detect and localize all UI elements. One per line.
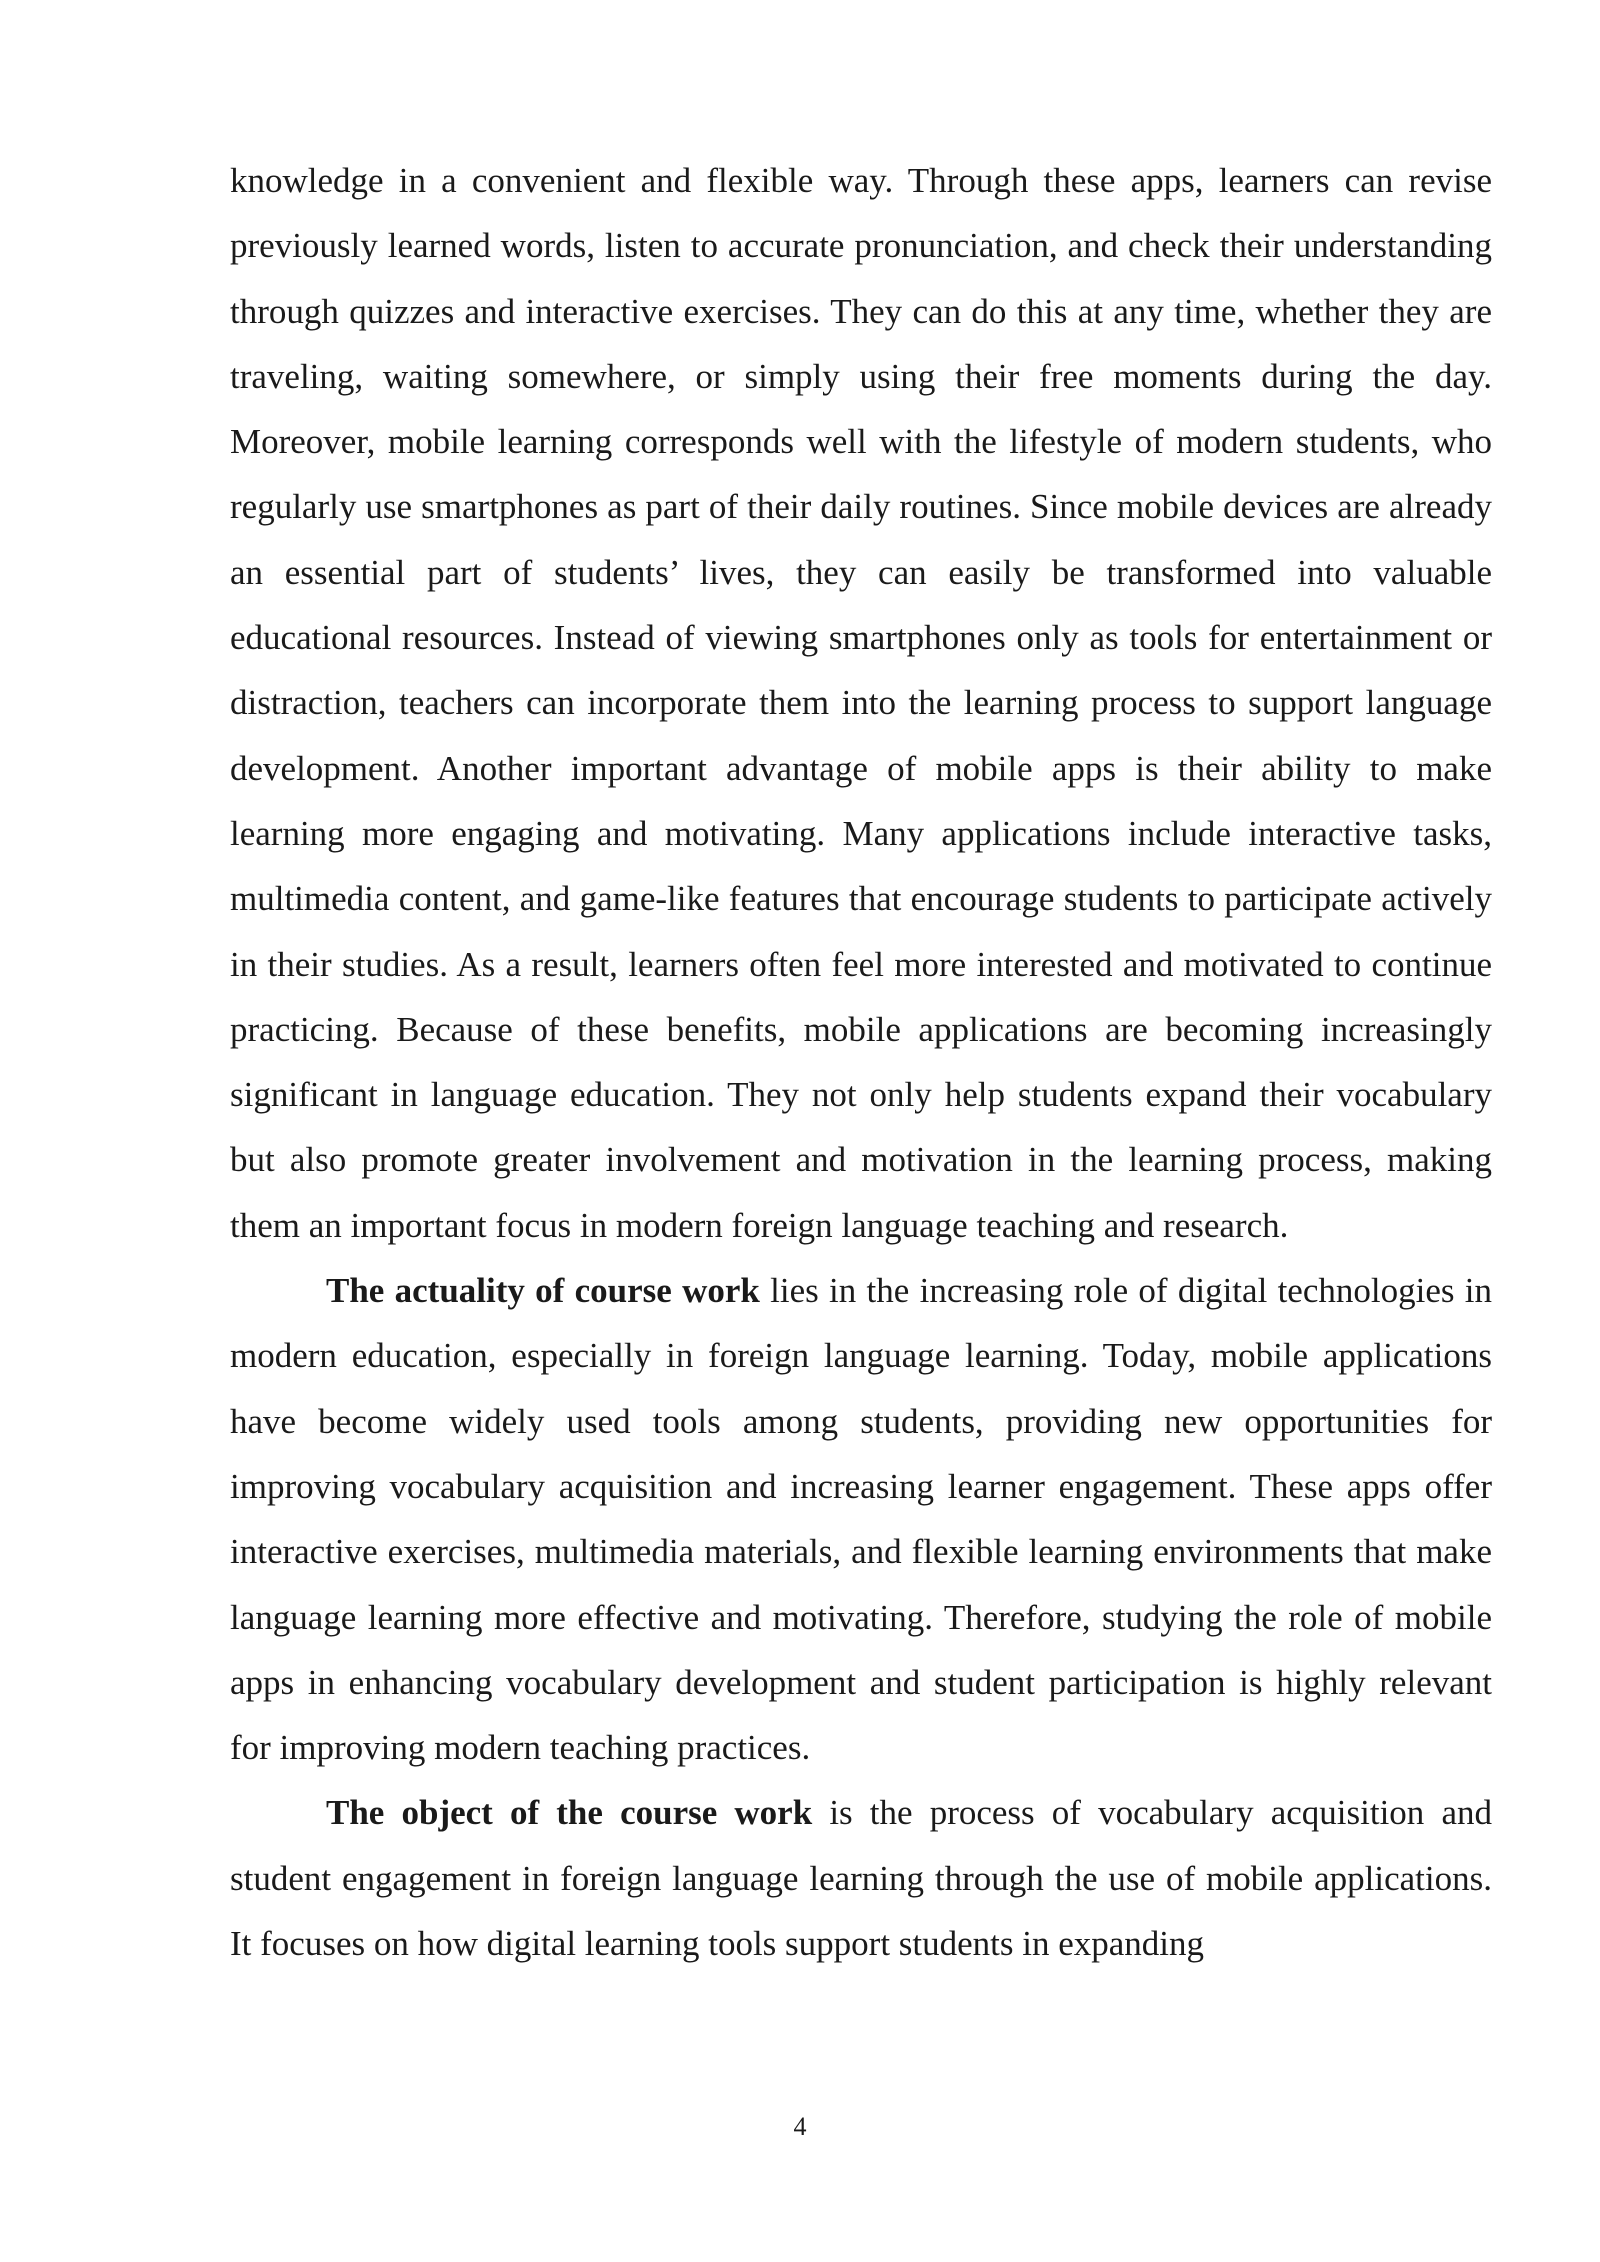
paragraph-actuality-heading: The actuality of course work	[326, 1271, 760, 1311]
paragraph-actuality	[230, 1258, 1492, 1780]
paragraph-continuation: knowledge in a convenient and flexible way. Through these apps, learners can revise previously learned words, listen to accurate pronunciation, and check their understanding through quizzes and interactive exercises. They can do this at any time, whether they are traveling, waiting somewhere, or simply using their free moments during the day. Moreover, mobile learning corresponds well with the lifestyle of modern students, who regularly use smartphones as part of their daily routines. Since mobile devices are already an essential part of students’ lives, they can easily be transformed into valuable educational resources. Instead of viewing smartphones only as tools for entertainment or distraction, teachers can incorporate them into the learning process to support language development. Another important advantage of mobile apps is their ability to make learning more engaging and motivating. Many applications include interactive tasks, multimedia content, and game-like features that encourage students to participate actively in their studies. As a result, learners often feel more interested and motivated to continue practicing. Because of these benefits, mobile applications are becoming increasingly significant in language education. They not only help students expand their vocabulary but also promote greater involvement and motivation in the learning process, making them an important focus in modern foreign language teaching and research.	[230, 161, 1492, 1245]
paragraph-actuality-body: lies in the increasing role of digital technologies in modern education, especially in foreign language learning. Today, mobile applications have become widely used tools among students, providing new opportunities for improving vocabulary acquisition and increasing learner engagement. These apps offer interactive exercises, multimedia materials, and flexible learning environments that make language learning more effective and motivating. Therefore, studying the role of mobile apps in enhancing vocabulary development and student participation is highly relevant for improving modern teaching practices.	[230, 1271, 1492, 1768]
page-number: 4	[793, 2112, 807, 2141]
paragraph-object-body: is the process of vocabulary acquisition and student engagement in foreign language learning through the use of mobile applications. It focuses on how digital learning tools support students in expanding	[230, 1793, 1492, 1964]
paragraph-object	[230, 1780, 1492, 1976]
paragraph-object-heading: The object of the course work	[326, 1793, 813, 1833]
body-text	[230, 148, 1492, 1976]
